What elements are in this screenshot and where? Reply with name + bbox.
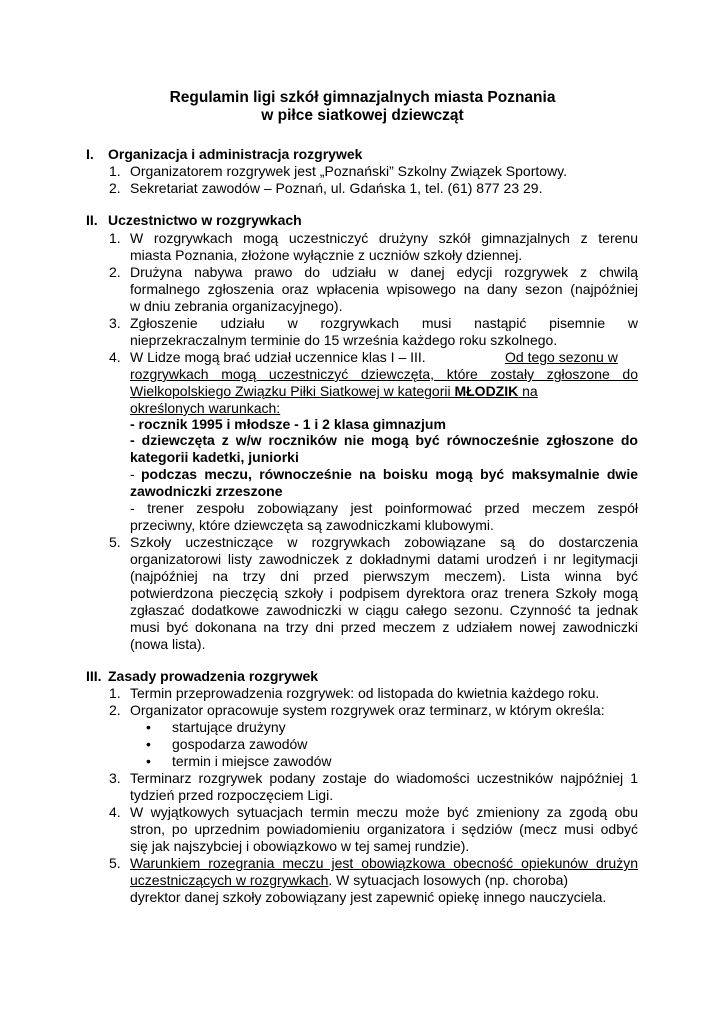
condition-line: - rocznik 1995 i młodsze - 1 i 2 klasa gimnazjum (130, 416, 446, 432)
condition-line: - trener zespołu zobowiązany jest poinformować przed meczem zespół (130, 500, 638, 516)
section-number: I. (86, 146, 94, 162)
bullet-icon: • (146, 736, 151, 752)
item-text: Termin przeprowadzenia rozgrywek: od listopada do kwietnia każdego roku. (130, 685, 600, 701)
item-text: formalnego zgłoszenia oraz wpłacenia wpisowego na dany sezon (najpóźniej (130, 281, 638, 297)
title-line-1: Regulamin ligi szkół gimnazjalnych miasta Poznania (169, 89, 556, 106)
section-number: III. (86, 668, 102, 684)
item-text: stron, po uprzednim powiadomieniu organizatora i sędziów (mecz musi odbyć (130, 821, 638, 837)
title-line-2: w piłce siatkowej dziewcząt (261, 107, 464, 124)
item-text: musi być dokonana na trzy dni przed meczem z udziałem nowej zawodniczki (130, 619, 638, 635)
bullet-text: termin i miejsce zawodów (172, 753, 332, 769)
section-title: Organizacja i administracja rozgrywek (108, 146, 363, 162)
item-number: 1. (109, 163, 121, 179)
condition-line: podczas meczu, równocześnie na boisku mogą być maksymalnie dwie (141, 466, 638, 482)
item-text: W wyjątkowych sytuacjach termin meczu może być zmieniony za zgodą obu (130, 804, 638, 820)
item-number: 1. (109, 230, 121, 246)
item-text: miasta Poznania, złożone wyłącznie z uczniów szkoły dziennej. (130, 247, 523, 263)
item-number: 3. (109, 315, 121, 331)
item-text: Terminarz rozgrywek podany zostaje do wiadomości uczestników najpóźniej 1 (130, 770, 638, 786)
item-text: nieprzekraczalnym terminie do 15 września każdego roku szkolnego. (130, 332, 558, 348)
item-text-underlined: określonych warunkach: (130, 400, 281, 416)
item-text: Drużyna nabywa prawo do udziału w danej edycji rozgrywek z chwilą (130, 264, 638, 280)
condition-line: kategorii kadetki, juniorki (130, 449, 299, 465)
item-text-underlined: rozgrywkach mogą uczestniczyć dziewczęta, które zostały zgłoszone do (130, 366, 638, 382)
condition-line: - dziewczęta z w/w roczników nie mogą być równocześnie zgłoszone do (130, 432, 638, 448)
item-text-underlined: Warunkiem rozegrania meczu jest obowiązkowa obecność opiekunów drużyn (130, 855, 638, 871)
bullet-text: startujące drużyny (172, 719, 286, 735)
item-text-underlined: Wielkopolskiego Związku Piłki Siatkowej w kategorii MŁODZIK na (130, 383, 538, 399)
section-heading-2 (86, 212, 302, 229)
bullet-icon: • (146, 753, 151, 769)
item-text: Organizator opracowuje system rozgrywek oraz terminarz, w którym określa: (130, 702, 605, 718)
item-text: zgłaszać dodatkowe zawodniczki w ciągu całego sezonu. Czynność ta jednak (130, 602, 638, 618)
item-number: 4. (109, 349, 121, 365)
item-number: 4. (109, 804, 121, 820)
condition-line: przeciwny, które dziewczęta są zawodniczkami klubowymi. (130, 517, 494, 533)
item-text: Zgłoszenie udziału w rozgrywkach musi nastąpić pisemnie w (130, 315, 638, 331)
item-text: organizatorowi listy zawodniczek z dokładnymi datami urodzeń i nr legitymacji (130, 551, 638, 567)
section-title: Uczestnictwo w rozgrywkach (108, 212, 302, 228)
item-number: 3. (109, 770, 121, 786)
item-text: potwierdzona pieczęcią szkoły i podpisem dyrektora oraz trenera Szkoły mogą (130, 585, 638, 601)
section-number: II. (86, 212, 98, 228)
item-number: 2. (109, 180, 121, 196)
item-text: (najpóźniej na trzy dni przed pierwszym meczem). Lista winna być (130, 568, 638, 584)
item-number: 5. (109, 534, 121, 550)
item-text-underlined: Od tego sezonu w (505, 349, 618, 365)
section-heading-1 (86, 146, 362, 163)
section-title: Zasady prowadzenia rozgrywek (108, 668, 319, 684)
item-text: Szkoły uczestniczące w rozgrywkach zobowiązane są do dostarczenia (130, 534, 638, 550)
item-text: W rozgrywkach mogą uczestniczyć drużyny szkół gimnazjalnych z terenu (130, 230, 638, 246)
item-text: w dniu zebrania organizacyjnego). (130, 298, 343, 314)
section-heading-3 (86, 668, 318, 685)
item-number: 2. (109, 702, 121, 718)
item-text: uczestniczących w rozgrywkach. W sytuacjach losowych (np. choroba) (130, 872, 569, 888)
condition-dash: - (130, 466, 135, 482)
item-text: tydzień przed rozpoczęciem Ligi. (130, 787, 334, 803)
item-text: (nowa lista). (130, 636, 206, 652)
item-number: 5. (109, 855, 121, 871)
item-text: W Lidze mogą brać udział uczennice klas I – III. (130, 349, 426, 365)
bullet-text: gospodarza zawodów (172, 736, 308, 752)
item-text: dyrektor danej szkoły zobowiązany jest zapewnić opiekę innego nauczyciela. (130, 889, 607, 905)
item-text: Sekretariat zawodów – Poznań, ul. Gdańska 1, tel. (61) 877 23 29. (130, 180, 543, 196)
item-number: 1. (109, 685, 121, 701)
item-text: się jak najszybciej i obowiązkowo w tej samej rundzie). (130, 838, 470, 854)
condition-line: zawodniczki zrzeszone (130, 483, 283, 499)
bullet-icon: • (146, 719, 151, 735)
item-number: 2. (109, 264, 121, 280)
item-text: Organizatorem rozgrywek jest „Poznański” Szkolny Związek Sportowy. (130, 163, 568, 179)
